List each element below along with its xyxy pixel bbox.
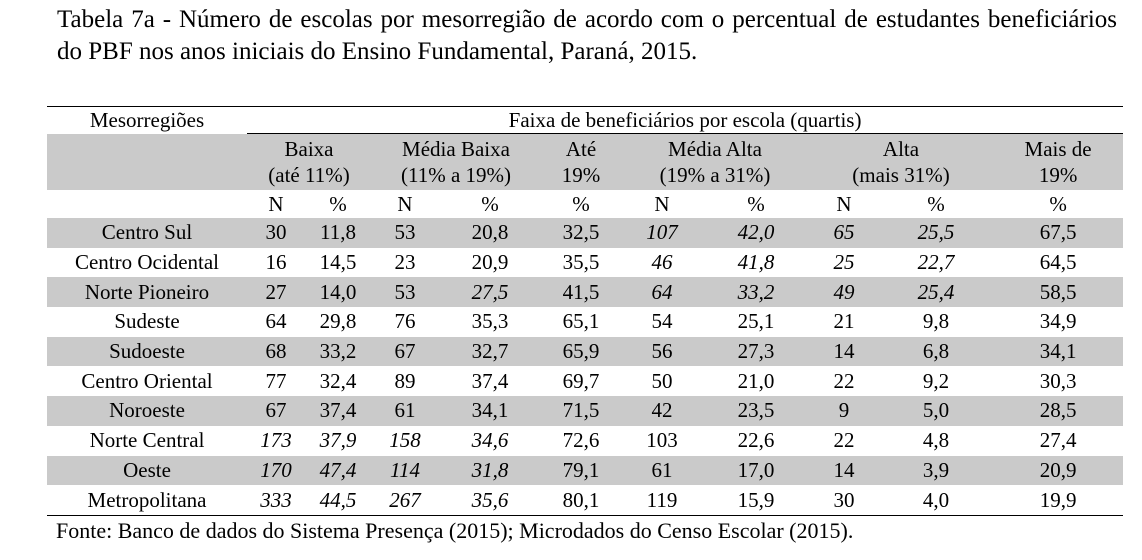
table-cell: 15,9 (703, 485, 809, 515)
table-cell: 107 (646, 220, 678, 245)
table-cell: 9,2 (922, 368, 950, 393)
table-cell: 53 (394, 220, 416, 245)
subheader-cell: % (747, 192, 765, 216)
table-row (47, 366, 1123, 396)
table-cell: 47,4 (319, 457, 357, 482)
table-cell: 64 (651, 279, 673, 304)
band-range: 19% (1038, 163, 1078, 187)
table-cell: 35,3 (471, 309, 509, 334)
table-cell: 19,9 (993, 485, 1123, 515)
band-name: Baixa (284, 137, 334, 161)
band-name: Média Baixa (402, 137, 510, 161)
table-cell: 67 (265, 398, 287, 423)
table-cell: 14 (833, 457, 855, 482)
table-cell: 114 (390, 457, 420, 482)
table-cell: 32,4 (319, 368, 357, 393)
band-header (809, 134, 993, 191)
table-cell: 77 (265, 368, 287, 393)
table-cell: 20,9 (1039, 457, 1077, 482)
band-name: Mais de (1024, 137, 1092, 161)
table-cell: 30,3 (1039, 368, 1077, 393)
table-cell: 22 (833, 428, 855, 453)
table-caption: Tabela 7a - Número de escolas por mesorregião de acordo com o percentual de estudantes beneficiários do PBF nos anos iniciais do Ensino Fundamental, Paraná, 2015. (57, 6, 1117, 65)
table-cell: 42,0 (737, 220, 775, 245)
table-cell: 30 (809, 485, 879, 515)
table-cell: 34,1 (471, 398, 509, 423)
table-cell: 333 (247, 485, 305, 515)
table-cell: 50 (651, 368, 673, 393)
source-note: Fonte: Banco de dados do Sistema Presença (2015); Microdados do Censo Escolar (2015). (56, 518, 854, 543)
table-cell: 11,8 (320, 220, 356, 245)
table-cell: 68 (265, 339, 287, 364)
band-header (371, 134, 541, 191)
table-cell: 46 (651, 250, 673, 275)
region-label: Norte Pioneiro (84, 279, 210, 304)
table-cell: 61 (394, 398, 416, 423)
table-cell: 21 (833, 309, 855, 334)
band-range: (19% a 31%) (659, 163, 771, 187)
table-cell: 35,5 (562, 250, 600, 275)
table-cell: 4,0 (879, 485, 993, 515)
table-cell: 54 (651, 309, 673, 334)
table-row (47, 485, 1123, 515)
table-cell: 21,0 (737, 368, 775, 393)
band-name: Até (565, 137, 597, 161)
table-cell: 29,8 (319, 309, 357, 334)
table-cell: 20,8 (471, 220, 509, 245)
table-cell: 79,1 (562, 457, 600, 482)
table-cell: 103 (646, 428, 678, 453)
table-cell: 25,1 (737, 309, 775, 334)
subheader-cell: % (927, 192, 945, 216)
subheader-cell: N (268, 192, 284, 216)
table-cell: 27 (265, 279, 287, 304)
table-cell: 34,6 (471, 428, 509, 453)
table-cell: 32,5 (562, 220, 600, 245)
table-row (47, 218, 1123, 248)
table-cell: 64 (265, 309, 287, 334)
table-cell: 58,5 (1039, 279, 1077, 304)
table-cell: 64,5 (1039, 250, 1077, 275)
table-cell: 34,1 (1039, 339, 1077, 364)
data-table (47, 106, 1123, 516)
table-cell: 34,9 (1039, 309, 1077, 334)
table-cell: 65 (833, 220, 855, 245)
table-cell: 65,9 (562, 339, 600, 364)
table-cell: 14,5 (319, 250, 357, 275)
table-cell: 23,5 (737, 398, 775, 423)
table-cell: 9 (838, 398, 850, 423)
table-cell: 42 (651, 398, 673, 423)
table-cell: 71,5 (562, 398, 600, 423)
table-cell: 37,4 (319, 398, 357, 423)
table-cell: 27,3 (737, 339, 775, 364)
region-label: Centro Sul (101, 220, 193, 245)
table-row (47, 456, 1123, 486)
table-cell: 27,4 (1039, 428, 1077, 453)
table-row (47, 277, 1123, 307)
table-row (47, 396, 1123, 426)
table-cell: 61 (651, 457, 673, 482)
table-cell: 31,8 (471, 457, 509, 482)
region-label: Sudoeste (109, 339, 185, 364)
table-cell: 22,6 (737, 428, 775, 453)
table-cell: 119 (621, 485, 703, 515)
table-cell: 30 (265, 220, 287, 245)
table-cell: 14,0 (319, 279, 357, 304)
table-cell: 37,9 (319, 428, 357, 453)
subheader-cell: N (836, 192, 852, 216)
table-cell: 72,6 (562, 428, 600, 453)
table-cell: 33,2 (737, 279, 775, 304)
subheader-cell: N (654, 192, 670, 216)
table-cell: 32,7 (471, 339, 509, 364)
group-header: Faixa de beneficiários por escola (quartis) (247, 107, 1123, 134)
band-range: (11% a 19%) (400, 163, 511, 187)
table-cell: 27,5 (471, 279, 509, 304)
table-cell: 69,7 (562, 368, 600, 393)
table-cell: 67,5 (1039, 220, 1077, 245)
table-cell: 28,5 (1039, 398, 1077, 423)
table-row (47, 337, 1123, 367)
subheader-cell: % (1049, 192, 1067, 216)
table-cell: 158 (389, 428, 421, 453)
row-label-header: Mesorregiões (47, 107, 247, 134)
table-cell: 5,0 (922, 398, 950, 423)
table-cell: 65,1 (562, 309, 600, 334)
subheader-spacer (47, 190, 247, 218)
table-cell: 53 (394, 279, 416, 304)
subheader-cell: % (572, 192, 590, 216)
band-range: (até 11%) (268, 163, 350, 187)
table-row (47, 248, 1123, 278)
table-cell: 267 (371, 485, 439, 515)
table-cell: 41,5 (562, 279, 600, 304)
region-label: Norte Central (89, 428, 205, 453)
table-cell: 9,8 (922, 309, 950, 334)
band-header (993, 134, 1123, 191)
table-cell: 25,5 (917, 220, 955, 245)
table-cell: 173 (260, 428, 292, 453)
table-row (47, 307, 1123, 337)
band-name: Média Alta (668, 137, 762, 161)
table-cell: 80,1 (541, 485, 621, 515)
band-range: (mais 31%) (852, 163, 950, 187)
table-cell: 17,0 (737, 457, 775, 482)
table-cell: 25,4 (917, 279, 955, 304)
region-label: Sudeste (114, 309, 180, 334)
band-header (247, 134, 371, 191)
table-cell: 6,8 (922, 339, 950, 364)
table-cell: 37,4 (471, 368, 509, 393)
region-label: Noroeste (109, 398, 185, 423)
region-label: Centro Oriental (81, 368, 213, 393)
table-cell: 20,9 (471, 250, 509, 275)
table-cell: 67 (394, 339, 416, 364)
region-label: Centro Ocidental (74, 250, 220, 275)
table-cell: 22,7 (917, 250, 955, 275)
table-cell: 44,5 (305, 485, 371, 515)
table-cell: 56 (651, 339, 673, 364)
band-header (621, 134, 809, 191)
table-cell: 23 (394, 250, 416, 275)
table-cell: 3,9 (922, 457, 950, 482)
region-label: Metropolitana (47, 485, 247, 515)
table-cell: 41,8 (737, 250, 775, 275)
row-label-spacer (47, 134, 247, 191)
subheader-cell: N (397, 192, 413, 216)
table-cell: 16 (265, 250, 287, 275)
table-row (47, 426, 1123, 456)
table-cell: 89 (394, 368, 416, 393)
table-cell: 22 (833, 368, 855, 393)
table-cell: 170 (260, 457, 292, 482)
band-header (541, 134, 621, 191)
band-range: 19% (561, 163, 601, 187)
table-cell: 76 (394, 309, 416, 334)
table-cell: 33,2 (319, 339, 357, 364)
table-cell: 4,8 (922, 428, 950, 453)
band-name: Alta (882, 137, 920, 161)
table-cell: 35,6 (439, 485, 541, 515)
table-cell: 25 (833, 250, 855, 275)
table-cell: 49 (833, 279, 855, 304)
subheader-cell: % (329, 192, 347, 216)
subheader-cell: % (481, 192, 499, 216)
table-cell: 14 (833, 339, 855, 364)
region-label: Oeste (123, 457, 171, 482)
